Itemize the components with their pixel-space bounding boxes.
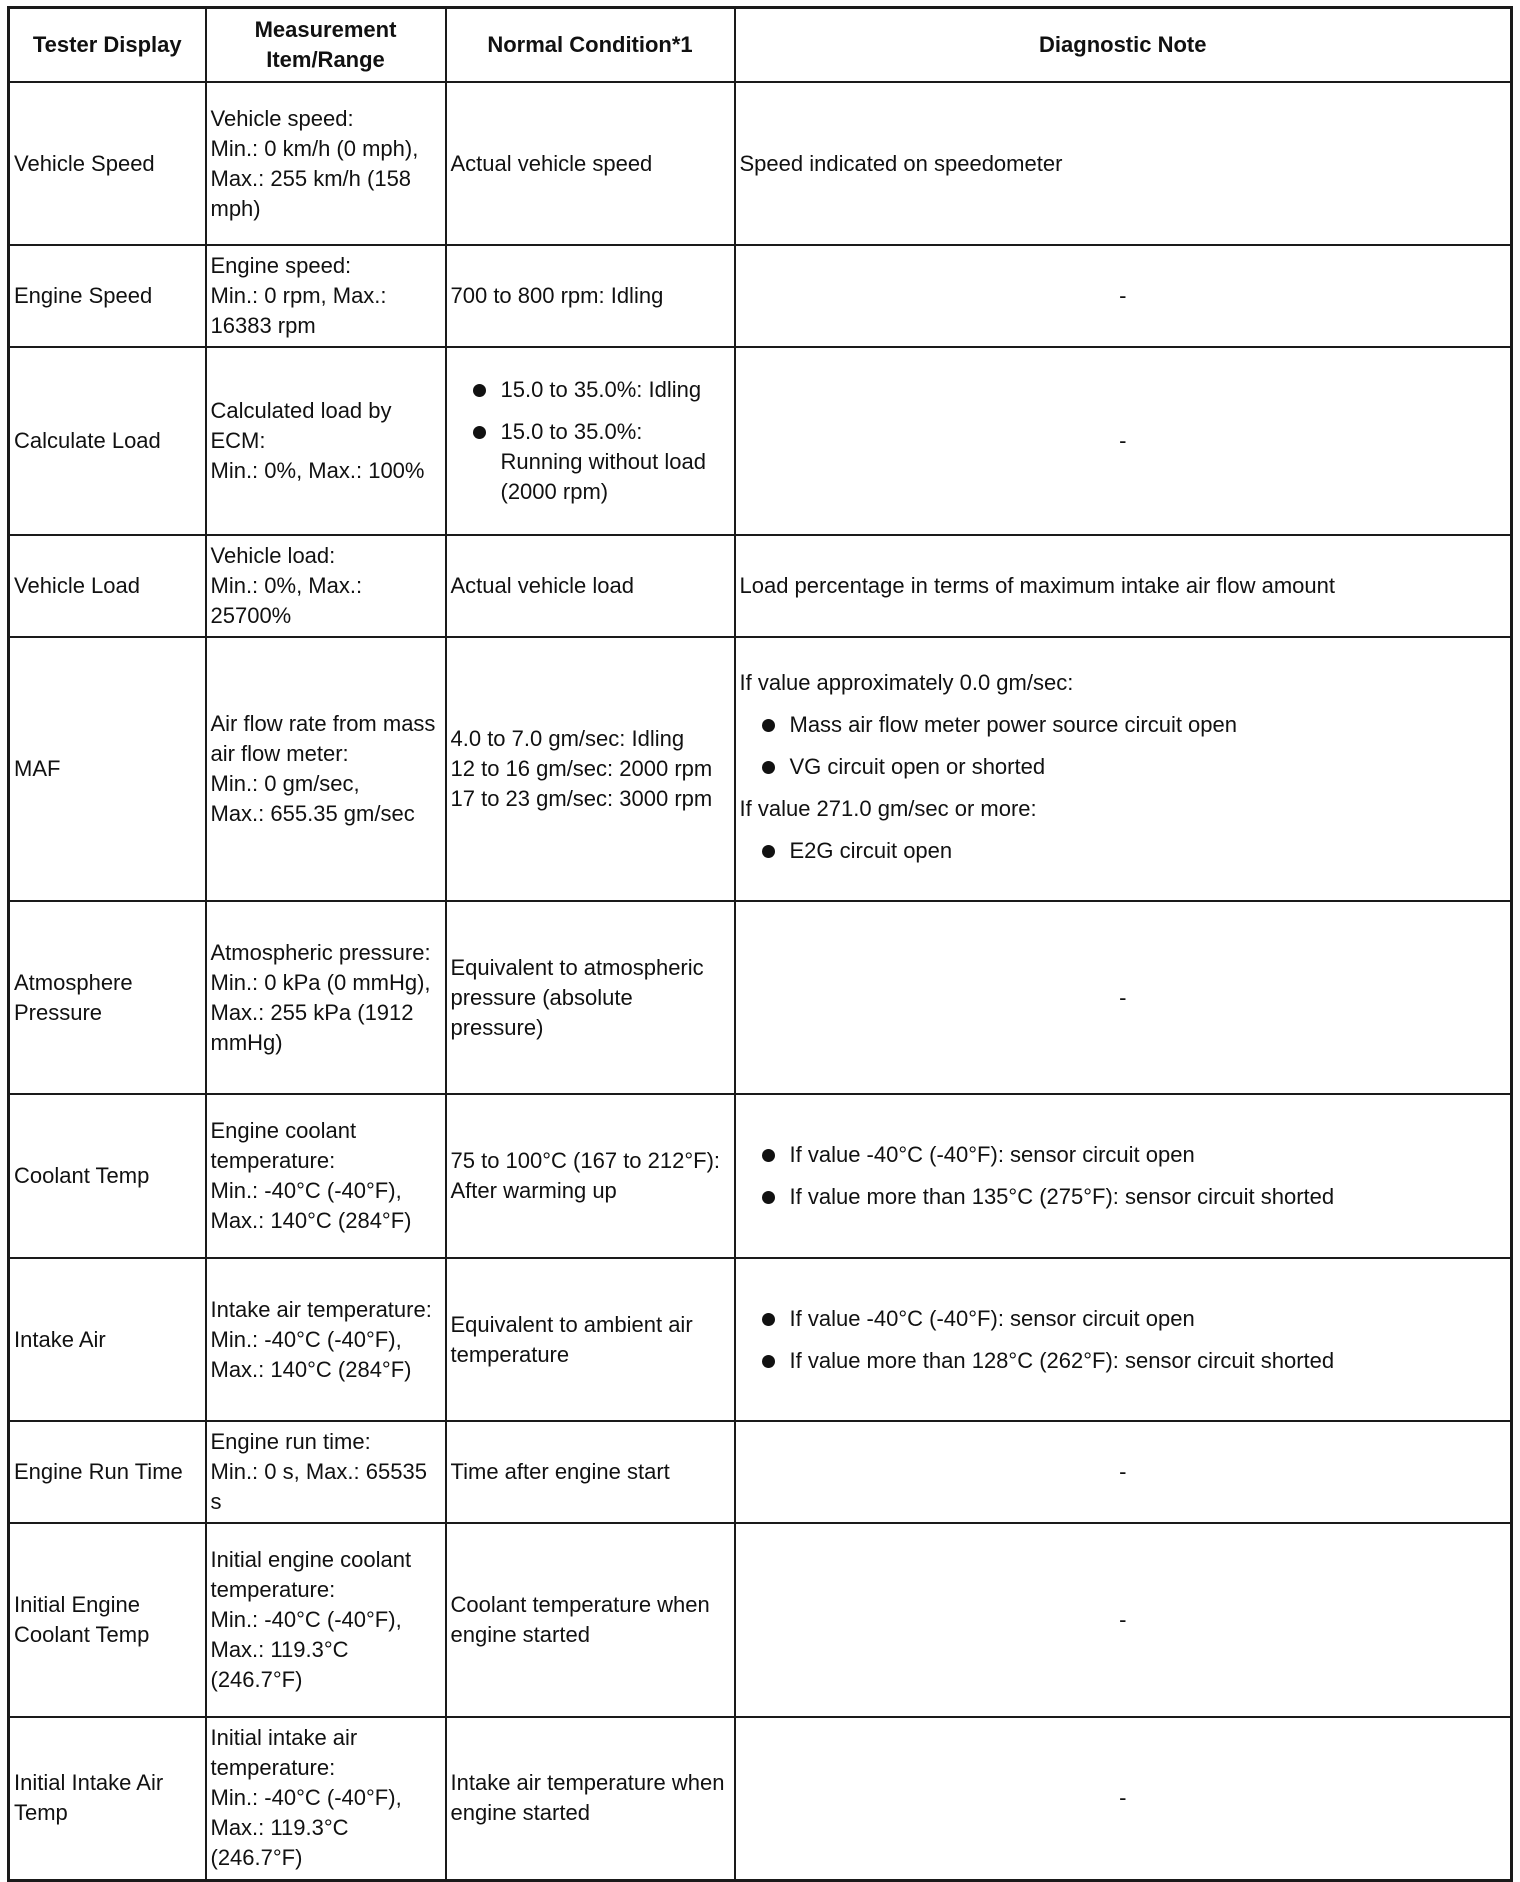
cell-tester-display: Vehicle Load [9, 535, 206, 637]
table-row [9, 82, 1512, 245]
cell-measurement: Engine speed: Min.: 0 rpm, Max.: 16383 rpm [206, 245, 446, 347]
cell-tester-display: Vehicle Speed [9, 82, 206, 245]
cell-measurement: Calculated load by ECM: Min.: 0%, Max.: 100% [206, 347, 446, 535]
cell-normal-condition: Actual vehicle speed [446, 82, 735, 245]
note-intro: If value 271.0 gm/sec or more: [739, 796, 1037, 821]
cell-tester-display: Engine Run Time [9, 1421, 206, 1523]
cell-diagnostic-note: Speed indicated on speedometer [735, 82, 1512, 245]
list-item: If value more than 135°C (275°F): sensor circuit shorted [740, 1182, 1507, 1212]
cell-tester-display: Calculate Load [9, 347, 206, 535]
cell-measurement: Air flow rate from mass air flow meter: Min.: 0 gm/sec, Max.: 655.35 gm/sec [206, 637, 446, 901]
cell-normal-condition: Actual vehicle load [446, 535, 735, 637]
header-measurement-item: Measurement Item/Range [206, 8, 446, 83]
note-list [740, 710, 1507, 782]
list-item: E2G circuit open [740, 836, 1507, 866]
header-tester-display: Tester Display [9, 8, 206, 83]
cell-diagnostic-note: - [735, 347, 1512, 535]
table-row [9, 1523, 1512, 1717]
header-row [9, 8, 1512, 83]
table-row [9, 1094, 1512, 1258]
cell-tester-display: Coolant Temp [9, 1094, 206, 1258]
cell-normal-condition: 4.0 to 7.0 gm/sec: Idling 12 to 16 gm/sec: 2000 rpm 17 to 23 gm/sec: 3000 rpm [446, 637, 735, 901]
cell-tester-display: Intake Air [9, 1258, 206, 1421]
cell-normal-condition: Coolant temperature when engine started [446, 1523, 735, 1717]
cell-normal-condition [446, 347, 735, 535]
cell-measurement: Engine coolant temperature: Min.: -40°C (-40°F), Max.: 140°C (284°F) [206, 1094, 446, 1258]
list-item: If value -40°C (-40°F): sensor circuit open [740, 1140, 1507, 1170]
cell-diagnostic-note [735, 1258, 1512, 1421]
cell-diagnostic-note: - [735, 901, 1512, 1094]
normal-condition-list [451, 375, 730, 507]
cell-normal-condition: Intake air temperature when engine started [446, 1717, 735, 1880]
cell-diagnostic-note [735, 1094, 1512, 1258]
cell-tester-display: Engine Speed [9, 245, 206, 347]
table-row [9, 637, 1512, 901]
table-row [9, 1717, 1512, 1880]
note-list [740, 1140, 1507, 1212]
cell-tester-display: Initial Engine Coolant Temp [9, 1523, 206, 1717]
note-list [740, 1304, 1507, 1376]
list-item: Mass air flow meter power source circuit open [740, 710, 1507, 740]
cell-measurement: Vehicle speed: Min.: 0 km/h (0 mph), Max.: 255 km/h (158 mph) [206, 82, 446, 245]
cell-normal-condition: Equivalent to atmospheric pressure (absolute pressure) [446, 901, 735, 1094]
cell-tester-display: Atmosphere Pressure [9, 901, 206, 1094]
header-diagnostic-note: Diagnostic Note [735, 8, 1512, 83]
cell-measurement: Intake air temperature: Min.: -40°C (-40°F), Max.: 140°C (284°F) [206, 1258, 446, 1421]
cell-tester-display: MAF [9, 637, 206, 901]
cell-tester-display: Initial Intake Air Temp [9, 1717, 206, 1880]
list-item: 15.0 to 35.0%: Idling [451, 375, 730, 405]
data-list-table [7, 6, 1513, 1882]
list-item: If value more than 128°C (262°F): sensor circuit shorted [740, 1346, 1507, 1376]
cell-diagnostic-note: Load percentage in terms of maximum intake air flow amount [735, 535, 1512, 637]
cell-normal-condition: Time after engine start [446, 1421, 735, 1523]
note-intro: If value approximately 0.0 gm/sec: [739, 670, 1074, 695]
cell-diagnostic-note: - [735, 1421, 1512, 1523]
cell-normal-condition: Equivalent to ambient air temperature [446, 1258, 735, 1421]
cell-measurement: Vehicle load: Min.: 0%, Max.: 25700% [206, 535, 446, 637]
cell-diagnostic-note: - [735, 245, 1512, 347]
note-list [740, 836, 1507, 866]
cell-measurement: Initial engine coolant temperature: Min.: -40°C (-40°F), Max.: 119.3°C (246.7°F) [206, 1523, 446, 1717]
header-normal-condition: Normal Condition*1 [446, 8, 735, 83]
list-item: 15.0 to 35.0%: Running without load (2000 rpm) [451, 417, 730, 507]
list-item: VG circuit open or shorted [740, 752, 1507, 782]
cell-measurement: Engine run time: Min.: 0 s, Max.: 65535 s [206, 1421, 446, 1523]
table-row [9, 245, 1512, 347]
cell-diagnostic-note: - [735, 1717, 1512, 1880]
cell-measurement: Atmospheric pressure: Min.: 0 kPa (0 mmHg), Max.: 255 kPa (1912 mmHg) [206, 901, 446, 1094]
cell-measurement: Initial intake air temperature: Min.: -40°C (-40°F), Max.: 119.3°C (246.7°F) [206, 1717, 446, 1880]
cell-normal-condition: 700 to 800 rpm: Idling [446, 245, 735, 347]
list-item: If value -40°C (-40°F): sensor circuit open [740, 1304, 1507, 1334]
table-row [9, 1258, 1512, 1421]
table-row [9, 535, 1512, 637]
cell-diagnostic-note [735, 637, 1512, 901]
table-row [9, 1421, 1512, 1523]
cell-normal-condition: 75 to 100°C (167 to 212°F): After warming up [446, 1094, 735, 1258]
table-row [9, 901, 1512, 1094]
table-row [9, 347, 1512, 535]
cell-diagnostic-note: - [735, 1523, 1512, 1717]
